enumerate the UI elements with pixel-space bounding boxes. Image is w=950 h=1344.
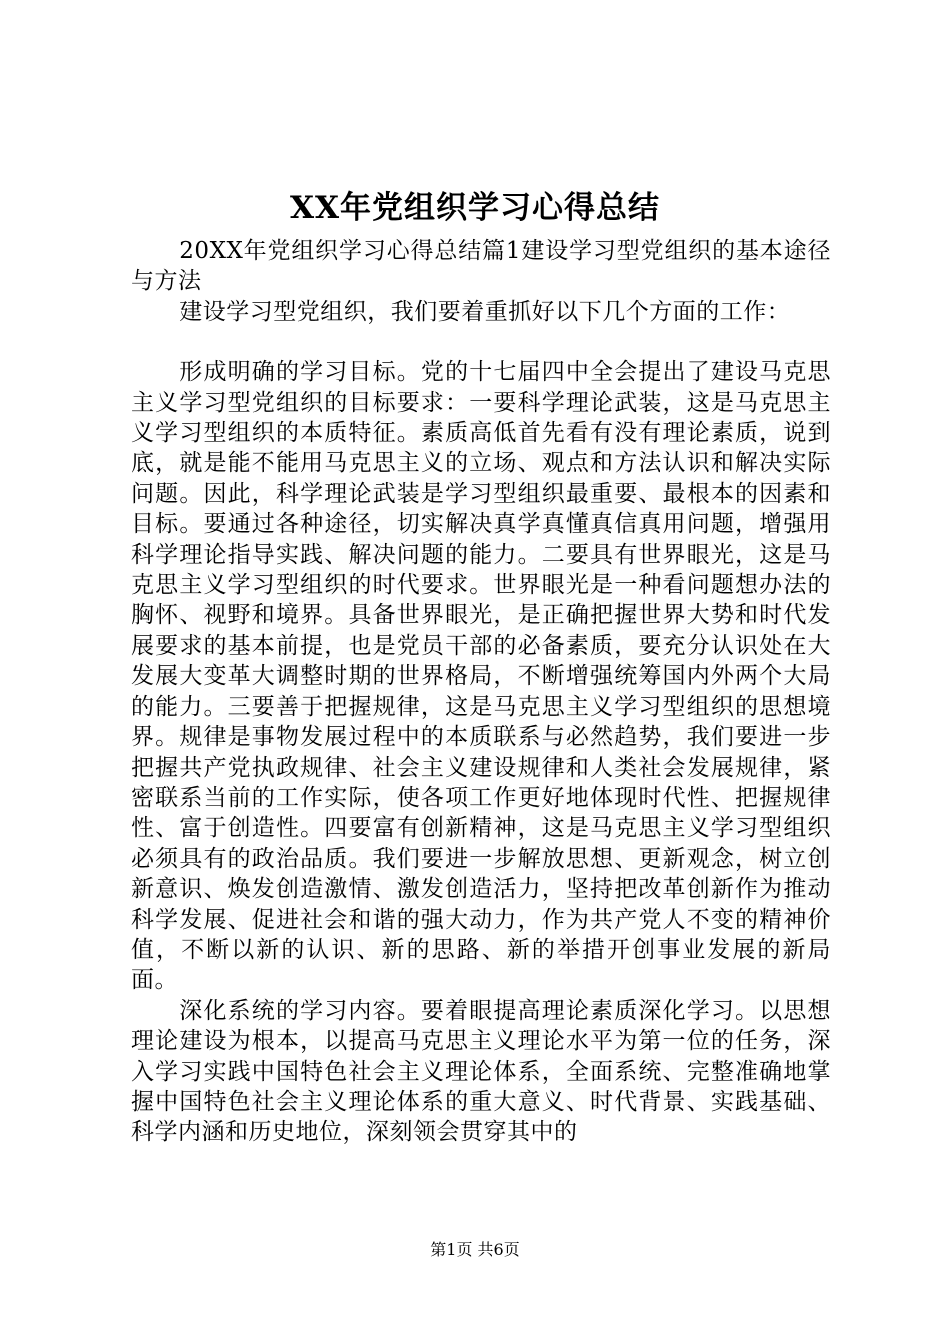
paragraph-heading: 20XX年党组织学习心得总结篇1建设学习型党组织的基本途径与方法 <box>131 238 831 295</box>
paragraph-learning-content: 深化系统的学习内容。要着眼提高理论素质深化学习。以思想理论建设为根本，以提高马克思主义理论水平为第一位的任务，深入学习实践中国特色社会主义理论体系，全面系统、完整准确地掌握中国特色社会主义理论体系的重大意义、时代背景、实践基础、科学内涵和历史地位，深刻领会贯穿其中的 <box>131 997 831 1146</box>
document-title: XX年党组织学习心得总结 <box>289 190 661 226</box>
page-number-footer: 第1页 共6页 <box>430 1240 520 1259</box>
paragraph-intro: 建设学习型党组织，我们要着重抓好以下几个方面的工作： <box>179 298 791 325</box>
document-body <box>131 236 831 1148</box>
paragraph-learning-goals: 形成明确的学习目标。党的十七届四中全会提出了建设马克思主义学习型党组织的目标要求：一要科学理论武装，这是马克思主义学习型组织的本质特征。素质高低首先看有没有理论素质，说到底，就是能不能用马克思主义的立场、观点和方法认识和解决实际问题。因此，科学理论武装是学习型组织最重要、最根本的因素和目标。要通过各种途径，切实解决真学真懂真信真用问题，增强用科学理论指导实践、解决问题的能力。二要具有世界眼光，这是马克思主义学习型组织的时代要求。世界眼光是一种看问题想办法的胸怀、视野和境界。具备世界眼光，是正确把握世界大势和时代发展要求的基本前提，也是党员干部的必备素质，要充分认识处在大发展大变革大调整时期的世界格局，不断增强统筹国内外两个大局的能力。三要善于把握规律，这是马克思主义学习型组织的思想境界。规律是事物发展过程中的本质联系与必然趋势，我们要进一步把握共产党执政规律、社会主义建设规律和人类社会发展规律，紧密联系当前的工作实际，使各项工作更好地体现时代性、把握规律性、富于创造性。四要富有创新精神，这是马克思主义学习型组织必须具有的政治品质。我们要进一步解放思想、更新观念，树立创新意识、焕发创造激情、激发创造活力，坚持把改革创新作为推动科学发展、促进社会和谐的强大动力，作为共产党人不变的精神价值，不断以新的认识、新的思路、新的举措开创事业发展的新局面。 <box>131 359 831 994</box>
